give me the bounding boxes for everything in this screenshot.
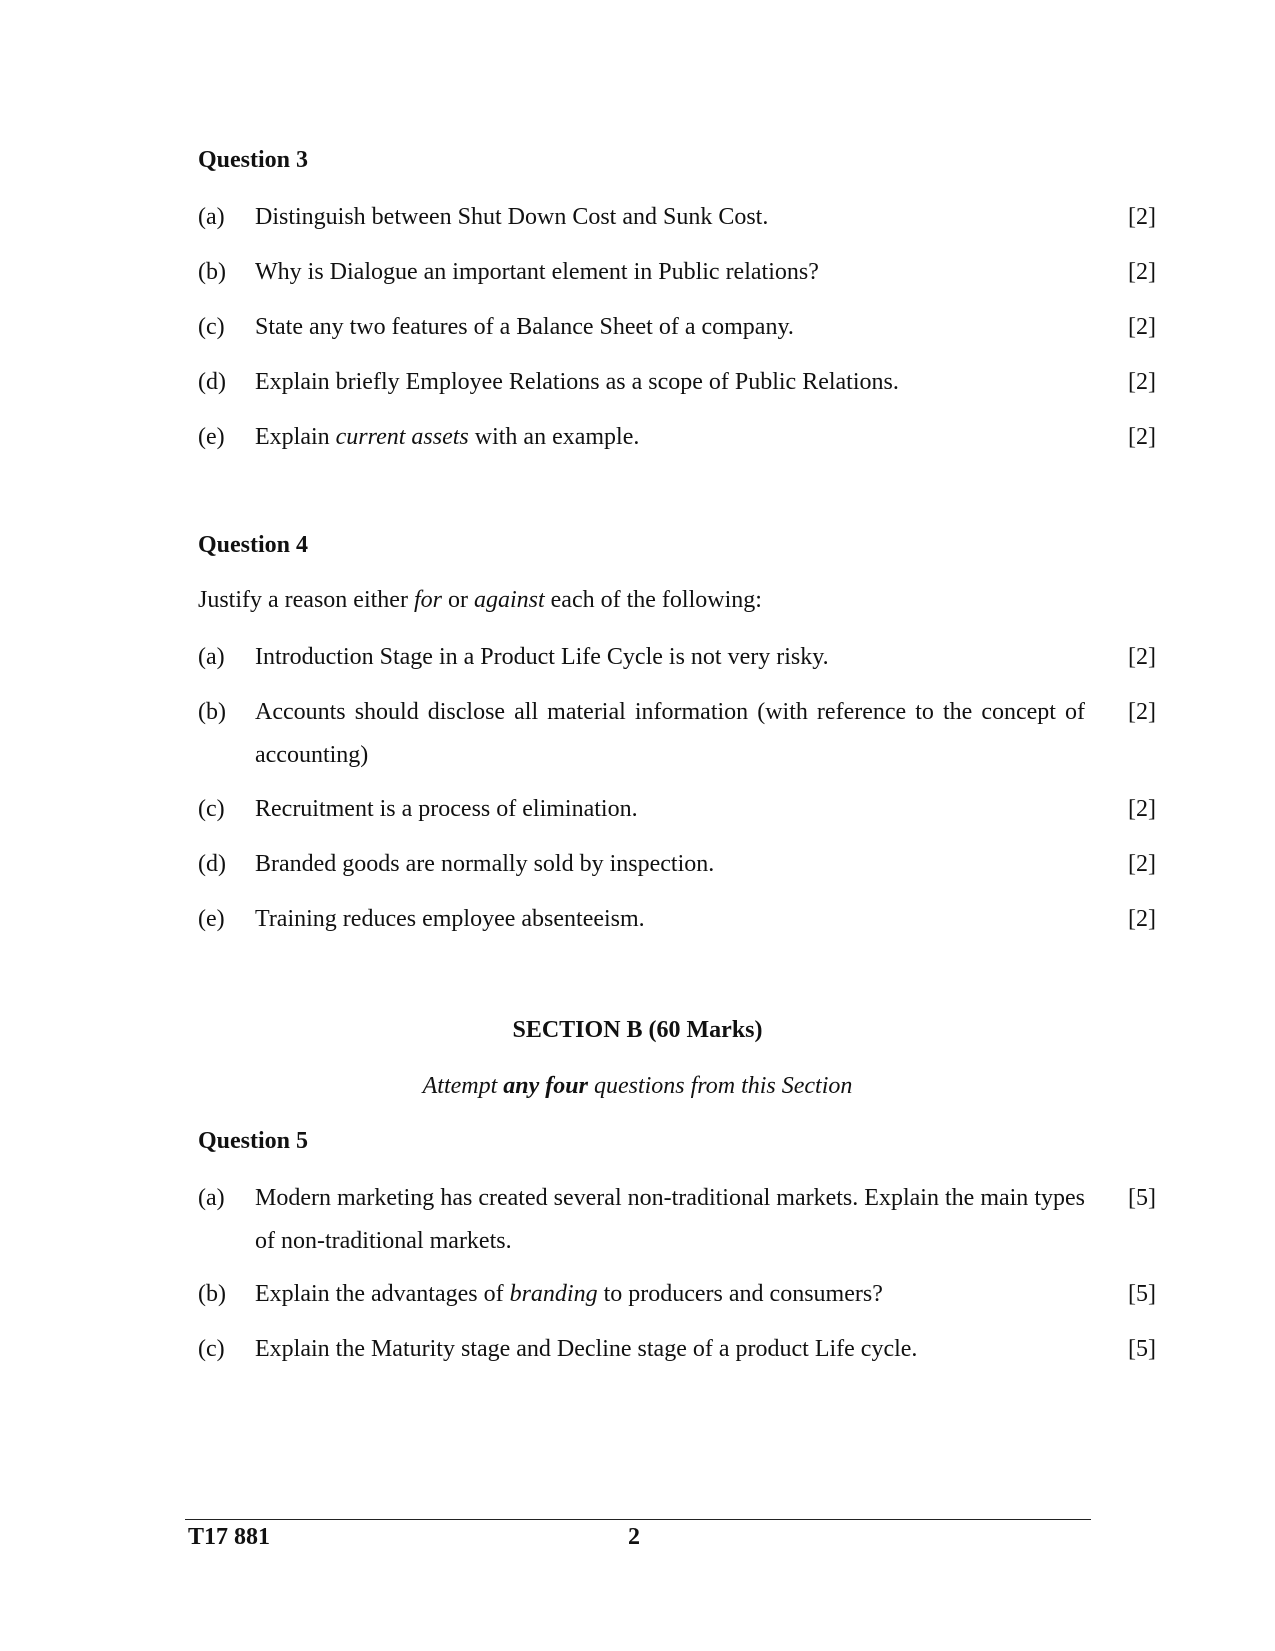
text-part: to producers and consumers? [597, 1281, 883, 1307]
item-text: Branded goods are normally sold by inspection. [255, 851, 715, 877]
italic-term: for [413, 587, 442, 613]
item-marks: [2] [1128, 906, 1156, 932]
item-label: (c) [198, 314, 225, 340]
item-label: (d) [198, 851, 226, 877]
item-label: (b) [198, 259, 226, 285]
item-marks: [2] [1128, 204, 1156, 230]
text-part: or [441, 587, 474, 613]
item-marks: [5] [1128, 1336, 1156, 1362]
item-label: (a) [198, 204, 225, 230]
item-marks: [2] [1128, 851, 1156, 877]
item-text: State any two features of a Balance Sheet of a company. [255, 314, 794, 340]
text-part: Explain the advantages of [255, 1281, 510, 1307]
item-text: Modern marketing has created several non-traditional markets. Explain the main types of non-traditional markets. [255, 1185, 1085, 1254]
question-3-title: Question 3 [198, 147, 309, 173]
item-label: (b) [198, 1281, 226, 1307]
item-text: Explain the Maturity stage and Decline stage of a product Life cycle. [255, 1336, 918, 1362]
text-part: with an example. [468, 424, 640, 450]
page-number: 2 [628, 1524, 640, 1550]
section-b-instruction [0, 1073, 1275, 1100]
text-part: Attempt [422, 1073, 504, 1099]
item-marks: [2] [1128, 259, 1156, 285]
italic-term: against [473, 587, 545, 613]
section-b-title: SECTION B (60 Marks) [512, 1017, 763, 1043]
question-4-intro [198, 587, 762, 614]
item-text: Why is Dialogue an important element in Public relations? [255, 259, 819, 285]
item-label: (a) [198, 1185, 225, 1211]
item-marks: [2] [1128, 796, 1156, 822]
text-part: questions from this Section [587, 1073, 853, 1099]
italic-term: current assets [335, 424, 469, 450]
bold-term: any four [503, 1073, 588, 1099]
paper-code: T17 881 [188, 1524, 271, 1550]
item-label: (a) [198, 644, 225, 670]
item-text [255, 1273, 1085, 1316]
item-text: Training reduces employee absenteeism. [255, 906, 645, 932]
item-label: (c) [198, 796, 225, 822]
text-part: each of the following: [544, 587, 762, 613]
item-marks: [5] [1128, 1185, 1156, 1211]
item-marks: [2] [1128, 424, 1156, 450]
item-text: Explain briefly Employee Relations as a scope of Public Relations. [255, 369, 899, 395]
item-text: Introduction Stage in a Product Life Cycle is not very risky. [255, 644, 829, 670]
footer-divider [185, 1519, 1091, 1520]
item-text: Recruitment is a process of elimination. [255, 796, 638, 822]
item-label: (d) [198, 369, 226, 395]
item-label: (b) [198, 699, 226, 725]
item-marks: [2] [1128, 369, 1156, 395]
question-4-title: Question 4 [198, 532, 309, 558]
item-marks: [2] [1128, 699, 1156, 725]
item-text [255, 416, 1085, 459]
text-part: Explain [255, 424, 336, 450]
item-label: (e) [198, 424, 225, 450]
item-text: Distinguish between Shut Down Cost and Sunk Cost. [255, 204, 769, 230]
question-5-title: Question 5 [198, 1128, 309, 1154]
text-part: Justify a reason either [198, 587, 414, 613]
item-marks: [2] [1128, 314, 1156, 340]
item-text: Accounts should disclose all material information (with reference to the concept of accounting) [255, 699, 1085, 768]
italic-term: branding [509, 1281, 598, 1307]
item-marks: [2] [1128, 644, 1156, 670]
item-marks: [5] [1128, 1281, 1156, 1307]
item-label: (e) [198, 906, 225, 932]
item-label: (c) [198, 1336, 225, 1362]
